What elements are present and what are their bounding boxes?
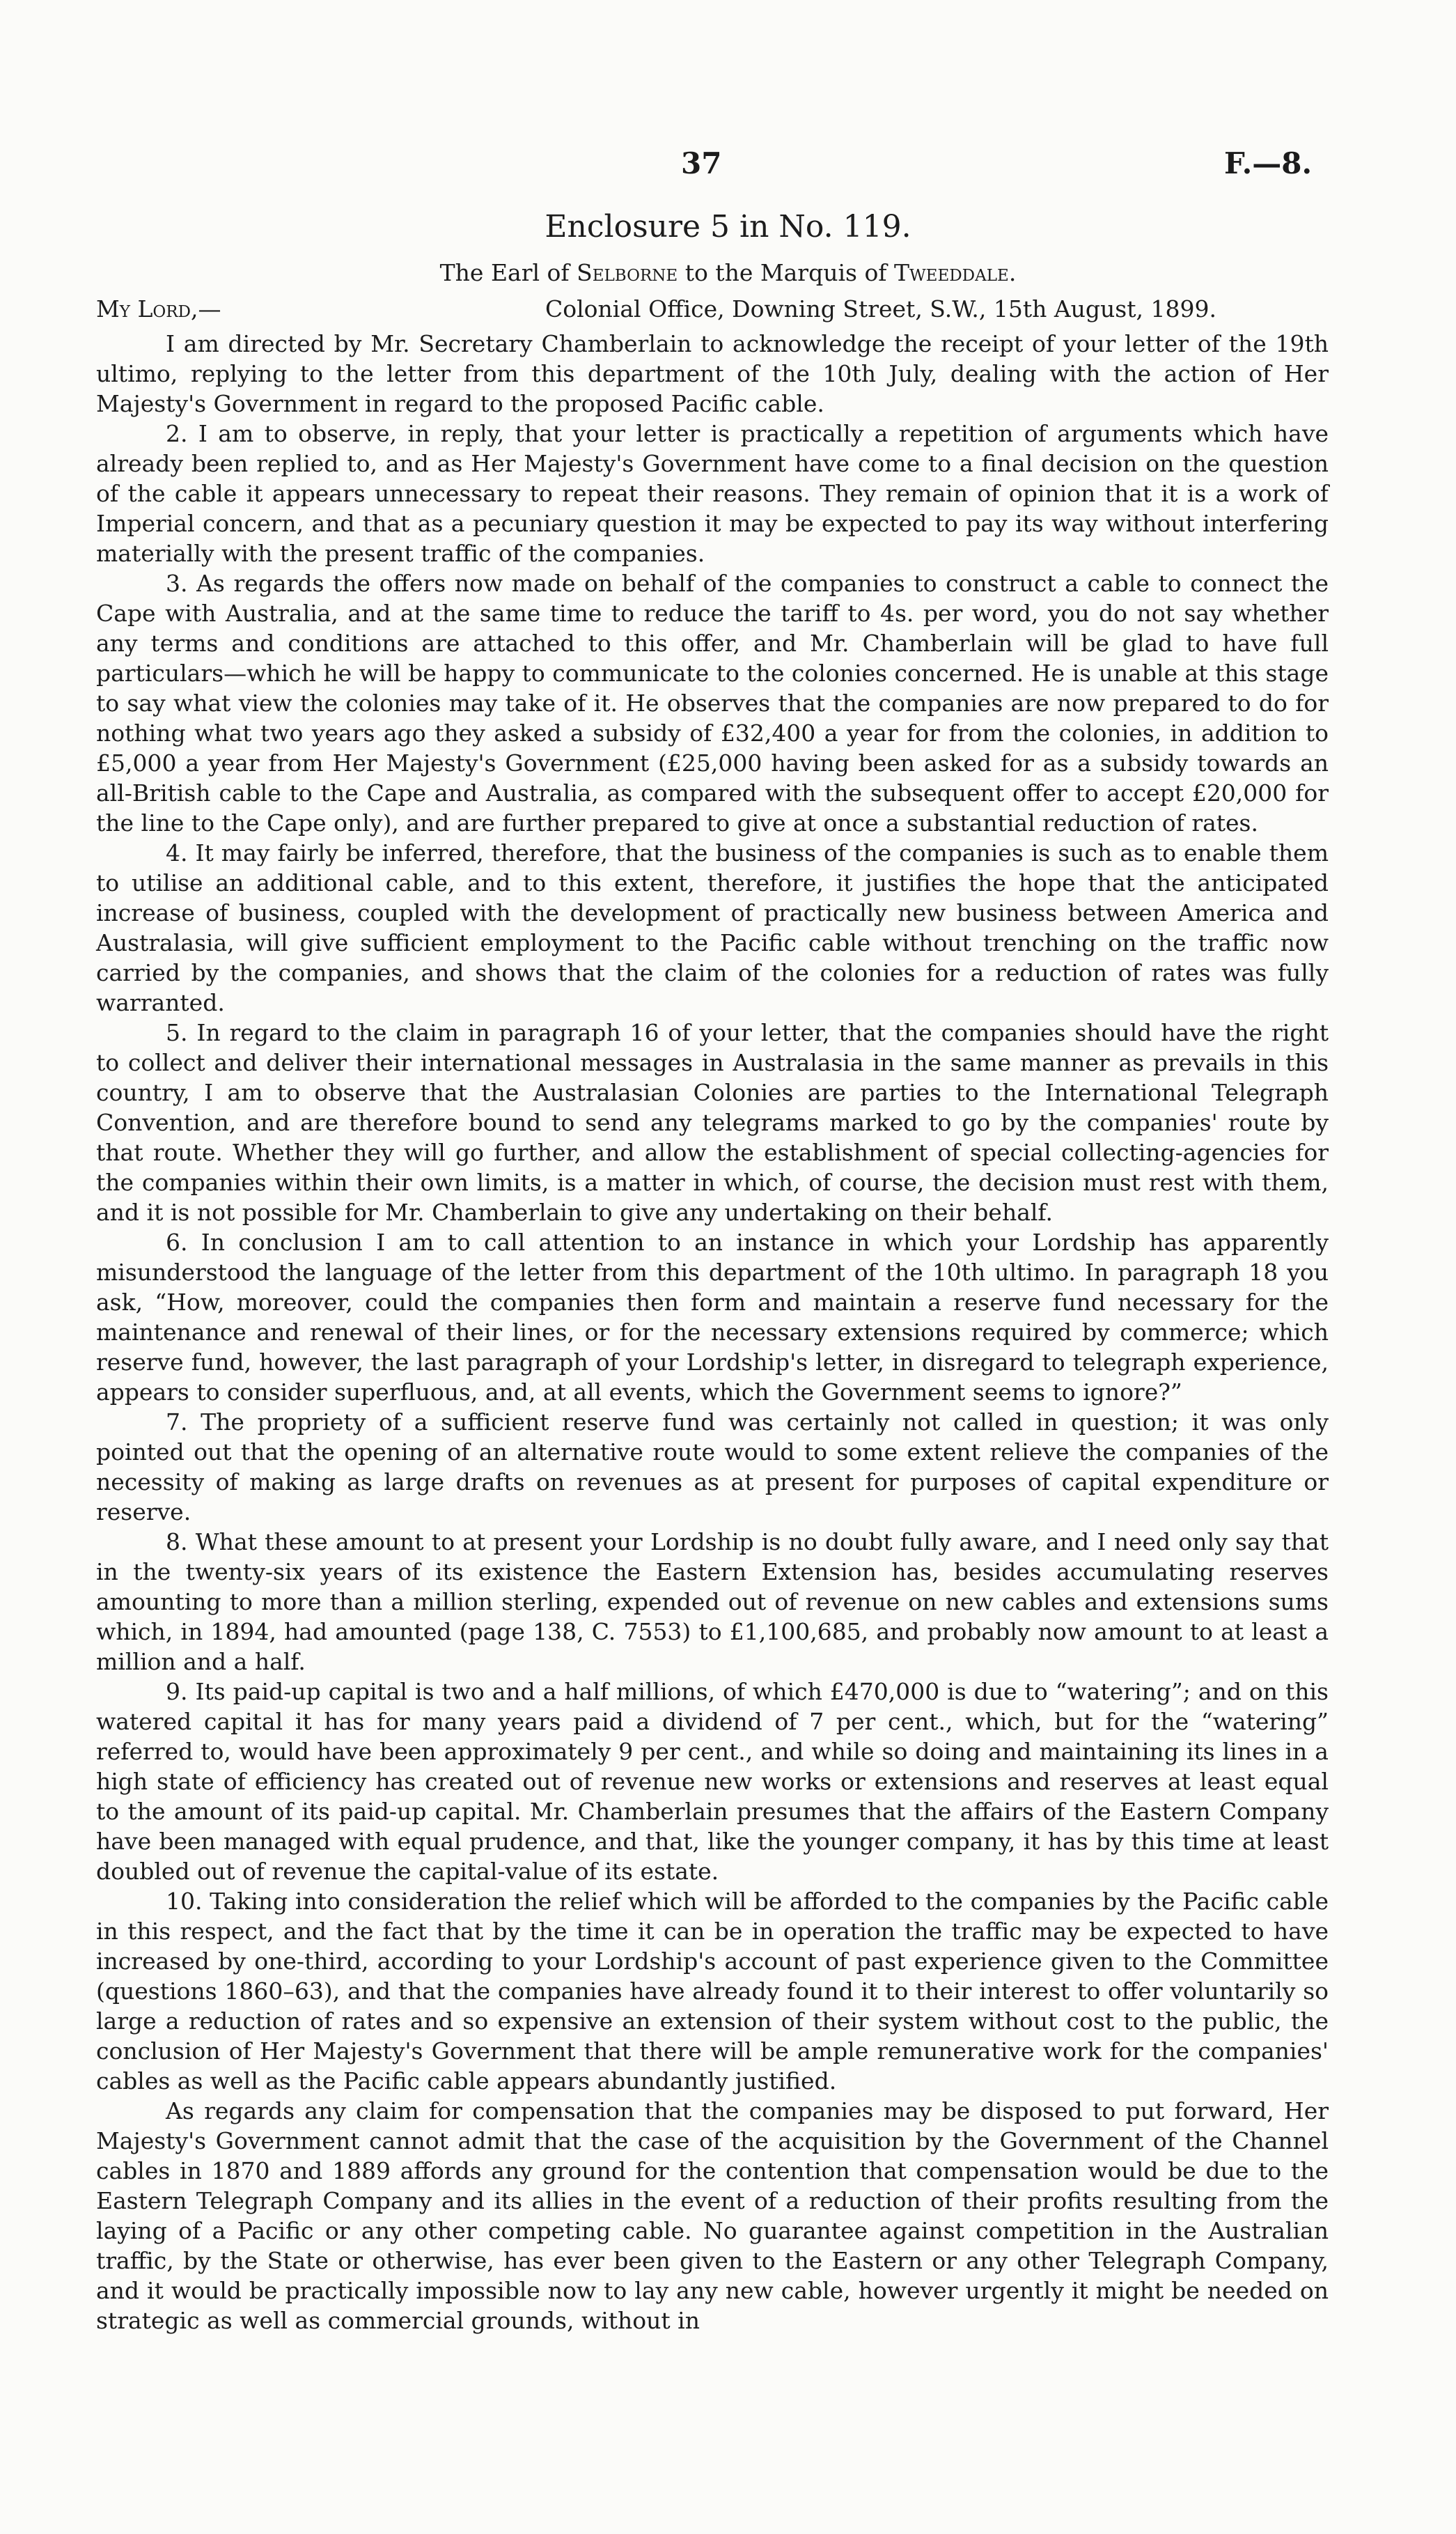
paragraph-9: 9. Its paid-up capital is two and a half millions, of which £470,000 is due to “watering”; and on this watered capital it has for many years paid a dividend of 7 per cent., which, but for the “watering” referred to, would have been approximately 9 per cent., and while so doing and maintaining its lines in a high state of efficiency has created out of revenue new works or extensions and reserves at least equal to the amount of its paid-up capital. Mr. Chamberlain presumes that the affairs of the Eastern Company have been managed with equal prudence, and that, like the younger company, it has by this time at least doubled out of revenue the capital-value of its estate.	[96, 1678, 1329, 1885]
paragraph-8: 8. What these amount to at present your Lordship is no doubt fully aware, and I need only say that in the twenty-six years of its existence the Eastern Extension has, besides accumulating reserves amounting to more than a million sterling, expended out of revenue on new cables and extensions sums which, in 1894, had amounted (page 138, C. 7553) to £1,100,685, and probably now amount to at least a million and a half.	[96, 1528, 1329, 1675]
sender-address: Colonial Office, Downing Street, S.W., 15th August, 1899.	[545, 295, 1216, 322]
paragraph-4: 4. It may fairly be inferred, therefore, that the business of the companies is such as to enable them to utilise an additional cable, and to this extent, therefore, it justifies the hope that the anticipated increase of business, coupled with the development of practically new business between America and Australasia, will give sufficient employment to the Pacific cable without trenching on the traffic now carried by the companies, and shows that the claim of the colonies for a reduction of rates was fully warranted.	[96, 839, 1329, 1016]
paragraph-11: As regards any claim for compensation that the companies may be disposed to put forward, Her Majesty's Government cannot admit that the case of the acquisition by the Government of the Channel cables in 1870 and 1889 affords any ground for the contention that compensation would be due to the Eastern Telegraph Company and its allies in the event of a reduction of their profits resulting from the laying of a Pacific or any other competing cable. No guarantee against competition in the Australian traffic, by the State or otherwise, has ever been given to the Eastern or any other Telegraph Company, and it would be practically impossible now to lay any new cable, however urgently it might be needed on strategic as well as commercial grounds, without in	[96, 2097, 1329, 2334]
paragraph-1: I am directed by Mr. Secretary Chamberlain to acknowledge the receipt of your letter of the 19th ultimo, replying to the letter from this department of the 10th July, dealing with the action of Her Majesty's Government in regard to the proposed Pacific cable.	[96, 330, 1329, 417]
page-header	[0, 146, 1456, 188]
series-code: F.—8.	[1224, 146, 1313, 180]
salutation: My Lord,—	[96, 295, 221, 322]
letter-subtitle	[0, 259, 1456, 286]
paragraph-10: 10. Taking into consideration the relief which will be afforded to the companies by the Pacific cable in this respect, and the fact that by the time it can be in operation the traffic may be expected to have increased by one-third, according to your Lordship's account of past experience given to the Committee (questions 1860–63), and that the companies have already found it to their interest to offer voluntarily so large a reduction of rates and so expensive an extension of their system without cost to the public, the conclusion of Her Majesty's Government that there will be ample remunerative work for the companies' cables as well as the Pacific cable appears abundantly justified.	[96, 1888, 1329, 2094]
subtitle-suffix: .	[1008, 259, 1017, 286]
paragraph-3: 3. As regards the offers now made on behalf of the companies to construct a cable to connect the Cape with Australia, and at the same time to reduce the tariff to 4s. per word, you do not say whether any terms and conditions are attached to this offer, and Mr. Chamberlain will be glad to have full particulars—which he will be happy to communicate to the colonies concerned. He is unable at this stage to say what view the colonies may take of it. He observes that the companies are now prepared to do for nothing what two years ago they asked a subsidy of £32,400 a year for from the colonies, in addition to £5,000 a year from Her Majesty's Government (£25,000 having been asked for as a subsidy towards an all-British cable to the Cape and Australia, as compared with the subsequent offer to accept £20,000 for the line to the Cape only), and are further prepared to give at once a substantial reduction of rates.	[96, 570, 1329, 837]
paragraph-2: 2. I am to observe, in reply, that your letter is practically a repetition of arguments which have already been replied to, and as Her Majesty's Government have come to a final decision on the question of the cable it appears unnecessary to repeat their reasons. They remain of opinion that it is a work of Imperial concern, and that as a pecuniary question it may be expected to pay its way without interfering materially with the present traffic of the companies.	[96, 420, 1329, 567]
subtitle-prefix: The Earl of	[439, 259, 577, 286]
paragraph-5: 5. In regard to the claim in paragraph 16 of your letter, that the companies should have the right to collect and deliver their international messages in Australasia in the same manner as prevails in this country, I am to observe that the Australasian Colonies are parties to the International Telegraph Convention, and are therefore bound to send any telegrams marked to go by the companies' route by that route. Whether they will go further, and allow the establishment of special collecting-agencies for the companies within their own limits, is a matter in which, of course, the decision must rest with them, and it is not possible for Mr. Chamberlain to give any undertaking on their behalf.	[96, 1019, 1329, 1226]
letter-body	[96, 329, 1329, 2335]
enclosure-title: Enclosure 5 in No. 119.	[545, 209, 911, 244]
paragraph-7: 7. The propriety of a sufficient reserve fund was certainly not called in question; it was only pointed out that the opening of an alternative route would to some extent relieve the companies of the necessity of making as large drafts on revenues as at present for purposes of capital expenditure or reserve.	[96, 1408, 1329, 1525]
subtitle-sender: Selborne	[577, 259, 678, 286]
paragraph-6: 6. In conclusion I am to call attention to an instance in which your Lordship has apparently misunderstood the language of the letter from this department of the 10th ultimo. In paragraph 18 you ask, “How, moreover, could the companies then form and maintain a reserve fund necessary for the maintenance and renewal of their lines, or for the necessary extensions required by commerce; which reserve fund, however, the last paragraph of your Lordship's letter, in disregard to telegraph experience, appears to consider superfluous, and, at all events, which the Government seems to ignore?”	[96, 1229, 1329, 1406]
page-number: 37	[681, 146, 722, 180]
subtitle-recipient: Tweeddale	[894, 259, 1009, 286]
subtitle-middle: to the Marquis of	[678, 259, 895, 286]
